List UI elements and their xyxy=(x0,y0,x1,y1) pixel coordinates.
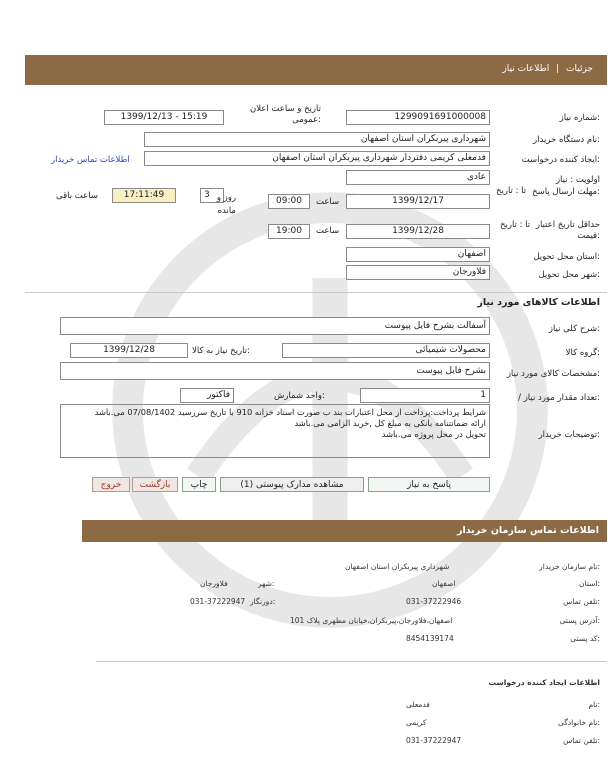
contact-org-value: شهرداری پیربکران استان اصفهان xyxy=(345,562,450,571)
remaining-days-unit: روز و xyxy=(216,193,236,203)
contact-divider xyxy=(96,661,607,662)
priority-label: اولویت : نیاز xyxy=(555,175,600,185)
contact-city-label: شهر: xyxy=(258,579,275,588)
remaining-time-label: ساعت باقی xyxy=(56,191,98,201)
delivery-province-field[interactable]: اصفهان xyxy=(346,247,490,262)
delivery-city-label: شهر محل تحویل: xyxy=(538,270,600,280)
response-deadline-time-field[interactable]: 09:00 xyxy=(268,194,310,209)
price-validity-time-field[interactable]: 19:00 xyxy=(268,224,310,239)
buyer-notes-line-2: ارائه ضمانتنامه بانکی به مبلغ کل ,خرید الزامی می.باشد xyxy=(294,418,486,428)
requester-first-name-value: فدمعلی xyxy=(406,700,430,709)
need-number-label: شماره نیاز: xyxy=(559,113,600,123)
contact-fax-label: دورنگار: xyxy=(250,597,276,606)
contact-fax-value: 031-37222947 xyxy=(190,597,246,606)
goods-section-title: اطلاعات کالاهای مورد نیاز xyxy=(477,297,600,308)
buyer-org-label: نام دستگاه خریدار: xyxy=(533,135,600,145)
contact-section-title: اطلاعات تماس سازمان خریدار xyxy=(456,525,599,536)
buyer-notes-line-3: تحویل در محل پروژه می.باشد xyxy=(381,429,486,439)
buyer-notes-label: توضیحات خریدار: xyxy=(538,430,600,440)
contact-phone-value: 031-37222946 xyxy=(406,597,462,606)
announce-datetime-field[interactable]: 1399/12/13 - 15:19 xyxy=(104,110,224,125)
section-divider xyxy=(25,292,607,293)
view-attachments-button[interactable]: مشاهده مدارک پیوستی (1) xyxy=(220,477,364,492)
requester-phone-label: تلفن تماس: xyxy=(563,736,600,745)
contact-org-label: نام سازمان خریدار: xyxy=(539,562,600,571)
remaining-time-field: 17:11:49 xyxy=(112,188,176,203)
buyer-contact-link[interactable]: اطلاعات تماس خریدار xyxy=(51,155,130,165)
delivery-city-field[interactable]: فلاورجان xyxy=(346,265,490,280)
goods-summary-label: شرح کلی نیاز: xyxy=(548,324,600,334)
goods-group-field[interactable]: محصولات شیمیائی xyxy=(282,343,490,358)
contact-phone-label: تلفن تماس: xyxy=(563,597,600,606)
exit-button[interactable]: خروج xyxy=(92,477,130,492)
response-deadline-label: مهلت ارسال پاسخ: xyxy=(532,187,600,197)
contact-province-value: اصفهان xyxy=(432,579,456,588)
goods-specs-field[interactable]: بشرح فایل پیوست xyxy=(60,362,490,380)
requester-last-name-value: کریمی xyxy=(406,718,427,727)
requester-section-title: اطلاعات ایجاد کننده درخواست xyxy=(488,678,600,687)
quantity-field[interactable]: 1 xyxy=(360,388,490,403)
goods-summary-field[interactable]: آسفالت بشرح فایل پیوست xyxy=(60,317,490,335)
page-header-bar xyxy=(25,55,607,85)
response-deadline-date-field[interactable]: 1399/12/17 xyxy=(346,194,490,209)
price-validity-label: حداقل تاریخ اعتبار قیمت: xyxy=(535,220,600,241)
contact-province-label: استان: xyxy=(579,579,600,588)
need-number-field[interactable]: 1299091691000008 xyxy=(346,110,490,125)
goods-group-label: گروه کالا: xyxy=(565,348,600,358)
remaining-label-suffix: مانده xyxy=(217,206,236,216)
response-deadline-time-label: ساعت xyxy=(316,197,340,207)
announce-datetime-label: تاریخ و ساعت اعلان عمومی: xyxy=(249,104,321,125)
price-validity-date-field[interactable]: 1399/12/28 xyxy=(346,224,490,239)
need-date-field[interactable]: 1399/12/28 xyxy=(70,343,188,358)
delivery-province-label: استان محل تحویل: xyxy=(533,252,600,262)
buyer-org-field[interactable]: شهرداری پیربکران استان اصفهان xyxy=(144,132,490,147)
contact-address-value: اصفهان،فلاورجان،پیربکران،خیابان مطهری پلاک 101 xyxy=(290,616,453,625)
back-button[interactable]: بازگشت xyxy=(132,477,178,492)
price-validity-to-date-label: تا : تاریخ xyxy=(500,220,531,230)
unit-label: واحد شمارش: xyxy=(274,391,325,401)
remaining-days-field: 3 xyxy=(200,188,224,203)
response-deadline-to-date-label: تا : تاریخ xyxy=(496,186,527,196)
contact-address-label: آدرس پستی: xyxy=(559,616,600,625)
print-button[interactable]: چاپ xyxy=(182,477,216,492)
need-date-label: تاریخ نیاز به کالا: xyxy=(192,346,250,356)
contact-section-bar xyxy=(82,520,607,542)
breadcrumb-details[interactable]: جزئیات xyxy=(566,64,593,74)
quantity-label: / تعداد مقدار مورد نیاز: xyxy=(518,393,600,403)
requester-last-name-label: نام خانوادگی: xyxy=(557,718,600,727)
priority-field[interactable]: عادی xyxy=(346,170,490,185)
requester-field[interactable]: فدمعلی کریمی دفتردار شهرداری پیربکران استان اصفهان xyxy=(144,151,490,166)
unit-field[interactable]: فاکتور xyxy=(180,388,234,403)
requester-label: ایجاد کننده درخواست: xyxy=(521,155,600,165)
contact-postal-label: کد پستی: xyxy=(570,634,600,643)
contact-postal-value: 8454139174 xyxy=(406,634,454,643)
respond-button[interactable]: پاسخ به نیاز xyxy=(368,477,490,492)
requester-phone-value: 031-37222947 xyxy=(406,736,462,745)
price-validity-time-label: ساعت xyxy=(316,226,340,236)
breadcrumb: جزئیات | اطلاعات نیاز xyxy=(502,64,593,74)
goods-specs-label: مشخصات کالای مورد نیاز: xyxy=(506,369,600,379)
buyer-notes-line-1: شرایط پرداخت:پرداخت از محل اعتبارات بند ب صورت اسناد خزانه 910 با تاریخ سررسید 07/08/1402 می.باشد xyxy=(94,407,486,417)
buyer-notes-box[interactable] xyxy=(60,404,490,458)
requester-first-name-label: نام: xyxy=(588,700,600,709)
contact-city-value: فلاورجان xyxy=(200,579,228,588)
breadcrumb-need-info[interactable]: اطلاعات نیاز xyxy=(502,64,550,74)
